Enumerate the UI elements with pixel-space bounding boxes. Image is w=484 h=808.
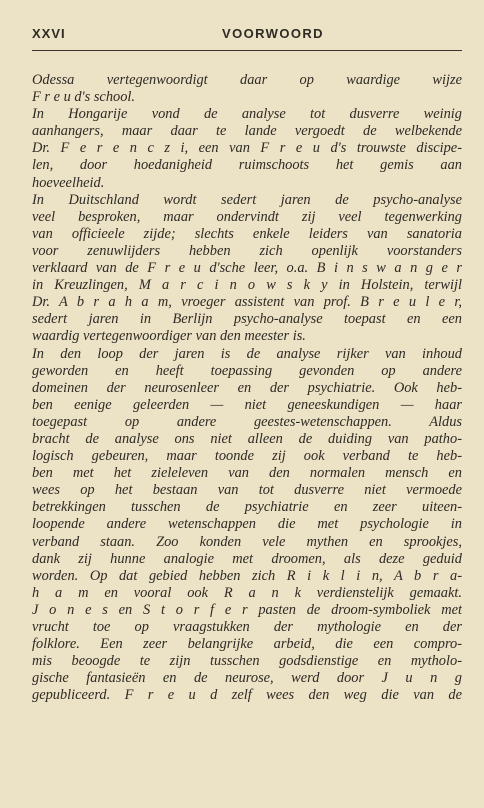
text-line: In den loop der jaren is de analyse rijker van inhoud	[32, 345, 462, 362]
page-header	[32, 22, 462, 44]
text-line: vrucht toe op vraagstukken der mythologie en der	[32, 619, 462, 635]
text-line: gische fantasieën en de neurose, werd door J u n g	[32, 670, 462, 687]
text-line: dank zij hunne analogie met droomen, als deze geduid	[32, 550, 462, 567]
text-line: hoeveelheid.	[32, 174, 105, 191]
text-line: h a m en vooral ook R a n k verdienstelijk gemaakt.	[32, 584, 462, 601]
text-line: Odessa vertegenwoordigt daar op waardige wijze	[32, 72, 462, 88]
text-line: In Duitschland wordt sedert jaren de psycho-analyse	[32, 191, 462, 208]
text-line: mis beoogde te zijn tusschen godsdienstige en mytholo-	[32, 653, 462, 670]
text-line: F r e u d's school.	[32, 89, 136, 106]
text-line: veel besproken, maar ondervindt zij veel tegenwerking	[32, 208, 462, 225]
text-line: loopende andere wetenschappen die met psychologie in	[32, 516, 462, 533]
text-line: Dr. F e r e n c z i, een van F r e u d's trouwste discipe-	[32, 140, 462, 157]
text-line: len, door hoedanigheid ruimschoots het gemis aan	[32, 157, 462, 174]
text-line: In Hongarije vond de analyse tot dusverre weinig	[32, 106, 462, 123]
header-rule	[32, 50, 462, 51]
text-line: aanhangers, maar daar te lande vergoedt de welbekende	[32, 123, 462, 140]
text-line: waardig vertegenwoordiger van den meester is.	[32, 328, 306, 345]
running-title: VOORWOORD	[222, 26, 324, 41]
text-line: in Kreuzlingen, M a r c i n o w s k y in Holstein, terwijl	[32, 277, 462, 294]
body-text	[32, 72, 462, 704]
text-line: folklore. Een zeer belangrijke arbeid, die een compro-	[32, 636, 462, 653]
text-line: voor zenuwlijders hebben zich openlijk voorstanders	[32, 242, 462, 259]
text-line: ben met het zieleleven van den normalen mensch en	[32, 465, 462, 482]
text-line: verklaard van de F r e u d'sche leer, o.a. B i n s w a n g e r	[32, 260, 462, 277]
text-line: sedert jaren in Berlijn psycho-analyse toepast en een	[32, 311, 462, 328]
text-line: verband staan. Zoo konden vele mythen en sprookjes,	[32, 533, 462, 550]
text-line: J o n e s en S t o r f e r pasten de droom-symboliek met	[32, 601, 462, 618]
text-line: wees op het bestaan van tot dusverre niet vermoede	[32, 482, 462, 499]
text-line: gepubliceerd. F r e u d zelf wees den weg die van de	[32, 687, 462, 704]
text-line: logisch gebeuren, maar toonde zij ook verband te heb-	[32, 448, 462, 465]
text-line: betrekkingen tusschen de psychiatrie en zeer uiteen-	[32, 499, 462, 516]
text-line: bracht de analyse ons niet alleen de duiding van patho-	[32, 430, 462, 447]
text-line: worden. Op dat gebied hebben zich R i k l i n, A b r a-	[32, 567, 462, 584]
text-line: geworden en heeft toepassing gevonden op andere	[32, 362, 462, 379]
page-number: XXVI	[32, 26, 66, 41]
text-line: Dr. A b r a h a m, vroeger assistent van prof. B r e u l e r,	[32, 294, 462, 311]
text-line: domeinen der neurosenleer en der psychiatrie. Ook heb-	[32, 379, 462, 396]
text-line: van officieele zijde; slechts enkele leiders van sanatoria	[32, 225, 462, 242]
text-line: toegepast op andere geestes-wetenschappen. Aldus	[32, 413, 462, 430]
text-line: ben eenige geleerden — niet geneeskundigen — haar	[32, 396, 462, 413]
